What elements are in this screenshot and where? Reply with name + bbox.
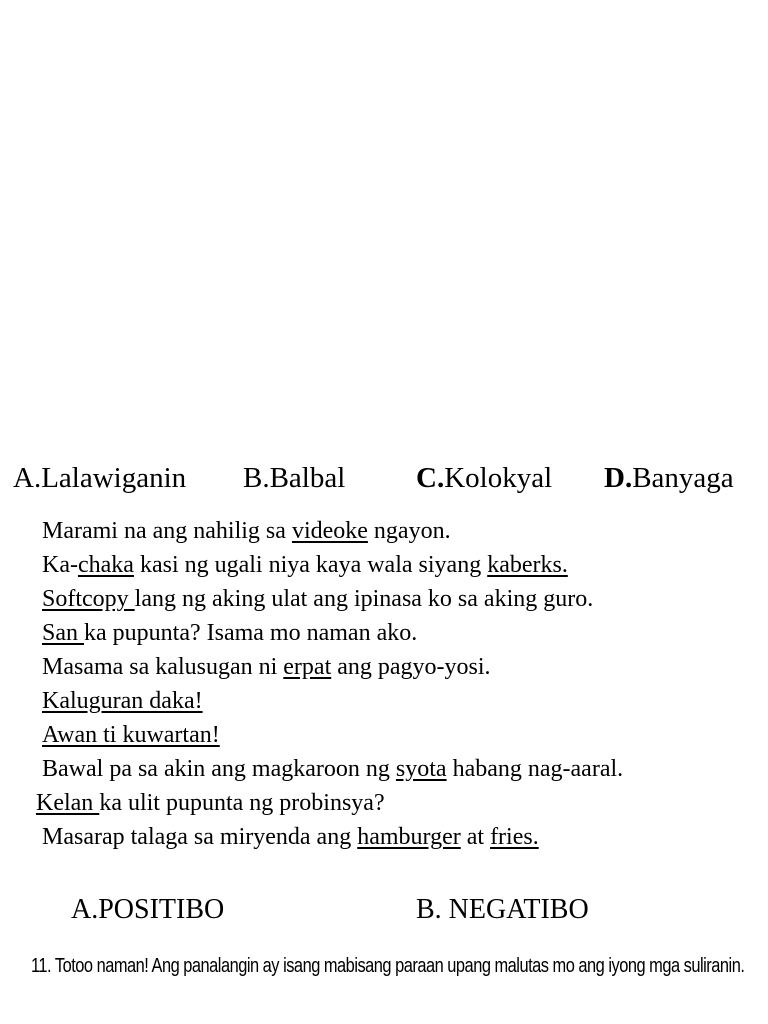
choice-d <box>604 458 734 498</box>
sentence-item <box>42 820 539 854</box>
sentence-text: Ka- <box>42 552 78 578</box>
choice-b-word: Balbal <box>269 462 346 494</box>
choice-b-letter: B. <box>243 462 270 494</box>
underlined-word: Awan ti kuwartan! <box>42 722 220 748</box>
underlined-word: kaberks. <box>487 552 568 578</box>
sentence-text: ka pupunta? Isama mo naman ako. <box>84 620 418 646</box>
underlined-word: syota <box>395 756 447 782</box>
choice-d-word: Banyaga <box>632 462 734 494</box>
underlined-word: San <box>42 620 84 646</box>
underlined-word: videoke <box>291 518 368 544</box>
choice-c-word: Kolokyal <box>444 462 553 494</box>
sentence-item <box>42 616 417 650</box>
choice-c <box>416 458 552 498</box>
sentence-item <box>42 718 220 752</box>
sentence-text: at <box>460 824 491 850</box>
underlined-word: fries. <box>490 824 539 850</box>
choice-b <box>243 458 345 498</box>
sentence-text: habang nag-aaral. <box>446 756 624 782</box>
sentence-item <box>42 684 203 718</box>
sentence-text: kasi ng ugali niya kaya wala siyang <box>133 552 488 578</box>
choice-d-letter: D. <box>604 462 633 494</box>
sentence-text: ka ulit pupunta ng probinsya? <box>99 790 385 816</box>
choice-a-word: Lalawiganin <box>41 462 187 494</box>
choice-a-letter: A. <box>13 462 42 494</box>
underlined-word: chaka <box>77 552 134 578</box>
underlined-word: Softcopy <box>42 586 135 612</box>
answer-negatibo: B. NEGATIBO <box>416 894 589 925</box>
choice-c-letter: C. <box>416 462 445 494</box>
choices-row <box>0 458 768 498</box>
sentence-text: ang pagyo-yosi. <box>331 654 491 680</box>
underlined-word: Kelan <box>36 790 100 816</box>
underlined-word: erpat <box>283 654 332 680</box>
sentence-item <box>42 582 593 616</box>
sentence-text: Marami na ang nahilig sa <box>42 518 292 544</box>
sentence-text: Bawal pa sa akin ang magkaroon ng <box>42 756 396 782</box>
answers-row <box>0 890 768 930</box>
sentence-item <box>36 786 385 820</box>
sentence-text: Masarap talaga sa miryenda ang <box>42 824 358 850</box>
sentence-item <box>42 548 568 582</box>
sentence-text: lang ng aking ulat ang ipinasa ko sa aking guro. <box>134 586 594 612</box>
underlined-word: Kaluguran daka! <box>42 688 203 714</box>
sentence-item <box>42 650 491 684</box>
question-11: 11. Totoo naman! Ang panalangin ay isang mabisang paraan upang malutas mo ang iyong mga suliranin. <box>31 955 745 977</box>
choice-a <box>13 458 186 498</box>
underlined-word: hamburger <box>357 824 461 850</box>
sentence-item <box>42 514 451 548</box>
sentence-item <box>42 752 623 786</box>
sentence-text: Masama sa kalusugan ni <box>42 654 284 680</box>
sentence-text: ngayon. <box>367 518 451 544</box>
answer-positibo: A.POSITIBO <box>71 894 225 925</box>
